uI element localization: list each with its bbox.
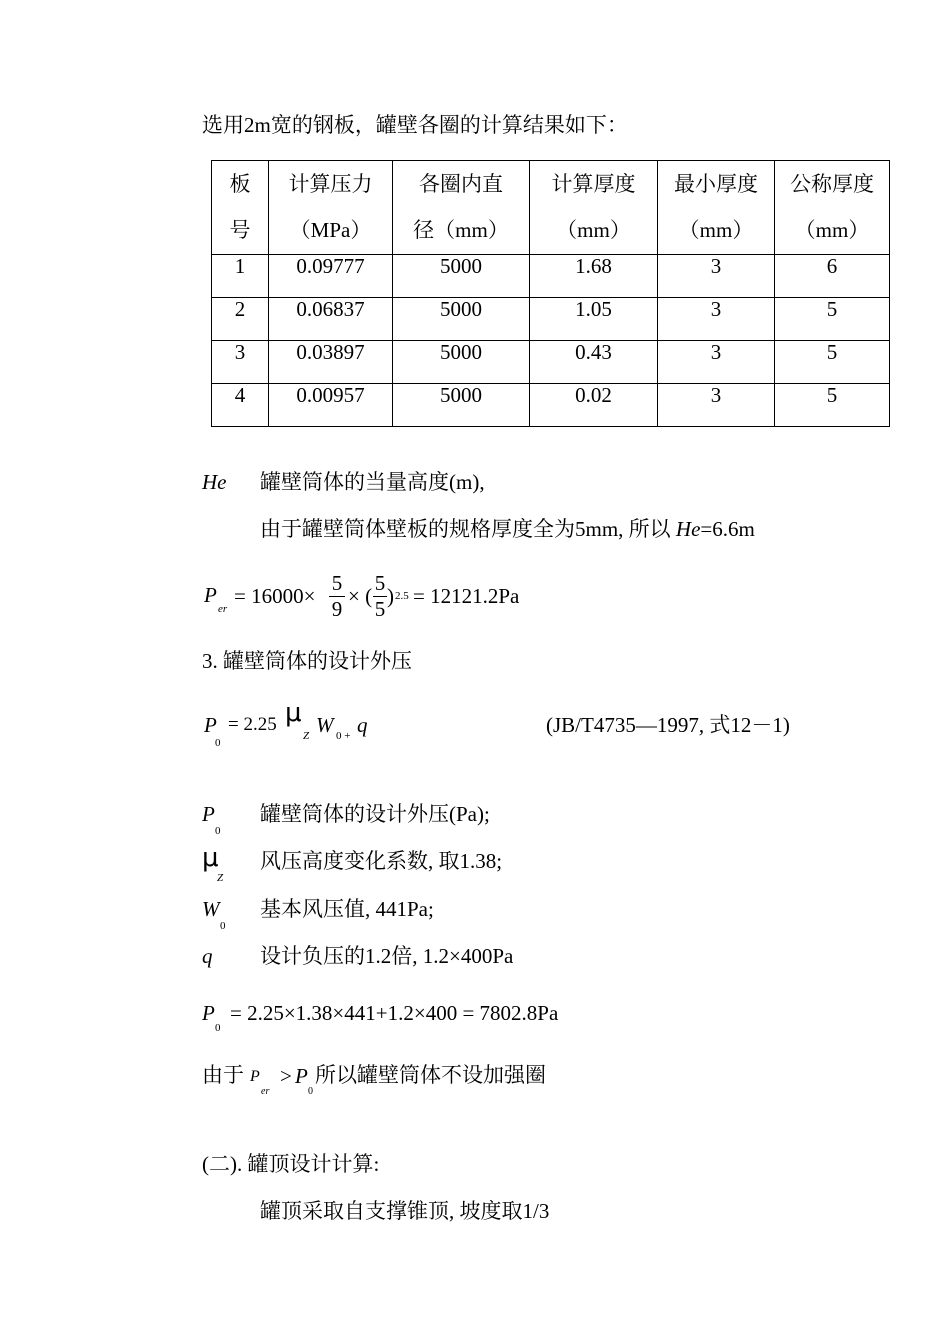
- he-note-symbol: He: [675, 517, 701, 541]
- section-2-heading: (二). 罐顶设计计算:: [202, 1152, 380, 1176]
- table-row: [212, 341, 890, 384]
- table-header-cell: 最小厚度 （mm）: [658, 161, 775, 255]
- per-subscript: er: [218, 603, 228, 615]
- def-mu-text: 风压高度变化系数, 取1.38;: [260, 849, 503, 873]
- per-fraction-2: 5 5: [374, 571, 386, 621]
- table-header-cell: 计算厚度 （mm）: [530, 161, 658, 255]
- table-cell: 4: [212, 384, 269, 427]
- per-fraction-1: 5 9: [329, 573, 345, 620]
- table-header-cell: 公称厚度 （mm）: [775, 161, 890, 255]
- table-cell: 6: [775, 255, 890, 298]
- q-symbol: q: [357, 713, 368, 737]
- table-row: [212, 255, 890, 298]
- table-cell: 5000: [393, 384, 530, 427]
- table-cell: 0.43: [530, 341, 658, 384]
- w0-symbol: W: [316, 713, 334, 737]
- conclusion-p0-symbol: P: [295, 1064, 308, 1088]
- conclusion-gt: >: [280, 1064, 292, 1088]
- table-cell: 5000: [393, 298, 530, 341]
- formula-reference: (JB/T4735—1997, 式12－1): [546, 713, 790, 737]
- mu-symbol: μ: [285, 698, 302, 728]
- per-lhs: = 16000×: [234, 584, 316, 608]
- p0-subscript: 0: [215, 737, 221, 749]
- calculation-table: [211, 160, 890, 427]
- table-cell: 3: [658, 298, 775, 341]
- mu-subscript: Z: [303, 730, 310, 742]
- p0-calc-result: = 2.25×1.38×441+1.2×400 = 7802.8Pa: [230, 1001, 559, 1025]
- table-cell: 0.06837: [269, 298, 393, 341]
- per-rhs: = 12121.2Pa: [413, 584, 520, 608]
- p0-calc-symbol: P: [202, 1001, 215, 1025]
- table-cell: 2: [212, 298, 269, 341]
- table-cell: 1.68: [530, 255, 658, 298]
- def-mu-subscript: Z: [217, 872, 224, 884]
- conclusion-p0-subscript: 0: [308, 1086, 313, 1097]
- table-cell: 0.00957: [269, 384, 393, 427]
- w0-subscript: 0 +: [336, 730, 351, 742]
- table-cell: 5000: [393, 341, 530, 384]
- table-cell: 5: [775, 384, 890, 427]
- def-w0-subscript: 0: [220, 920, 226, 932]
- per-times: × (: [348, 584, 373, 608]
- conclusion-per-subscript: er: [261, 1086, 270, 1097]
- conclusion-suffix: 所以罐壁筒体不设加强圈: [315, 1063, 546, 1087]
- def-p0-text: 罐壁筒体的设计外压(Pa);: [260, 802, 490, 826]
- roof-note: 罐顶采取自支撑锥顶, 坡度取1/3: [260, 1199, 550, 1223]
- table-header-cell: 各圈内直 径（mm）: [393, 161, 530, 255]
- table-cell: 3: [658, 341, 775, 384]
- def-p0-symbol: P: [202, 802, 215, 826]
- conclusion-prefix: 由于: [202, 1063, 244, 1087]
- def-w0-text: 基本风压值, 441Pa;: [260, 897, 434, 921]
- table-row: [212, 298, 890, 341]
- table-header-row: [212, 161, 890, 255]
- table-header-cell: 计算压力 （MPa）: [269, 161, 393, 255]
- per-exponent: 2.5: [395, 590, 409, 602]
- def-q-symbol: q: [202, 944, 213, 968]
- intro-text: 选用2m宽的钢板，罐壁各圈的计算结果如下：: [202, 113, 628, 137]
- table-cell: 1: [212, 255, 269, 298]
- p0-equals: = 2.25: [228, 714, 277, 735]
- table-cell: 0.02: [530, 384, 658, 427]
- table-cell: 5: [775, 341, 890, 384]
- table-cell: 0.09777: [269, 255, 393, 298]
- table-header-cell: 板 号: [212, 161, 269, 255]
- table-cell: 0.03897: [269, 341, 393, 384]
- def-q-text: 设计负压的1.2倍, 1.2×400Pa: [260, 944, 514, 968]
- table-cell: 5000: [393, 255, 530, 298]
- table-cell: 3: [658, 255, 775, 298]
- p0-symbol: P: [204, 713, 217, 737]
- table-row: [212, 384, 890, 427]
- table-cell: 1.05: [530, 298, 658, 341]
- table-cell: 5: [775, 298, 890, 341]
- p0-calc-subscript: 0: [215, 1022, 221, 1034]
- section-3-heading: 3. 罐壁筒体的设计外压: [202, 649, 412, 673]
- def-mu-symbol: μ: [202, 843, 219, 873]
- he-symbol: He: [202, 470, 227, 494]
- per-symbol: P: [204, 583, 217, 607]
- he-note: 由于罐壁筒体壁板的规格厚度全为5mm, 所以 He=6.6m: [260, 517, 755, 541]
- he-definition: 罐壁筒体的当量高度(m),: [260, 470, 485, 494]
- table-cell: 3: [212, 341, 269, 384]
- table-cell: 3: [658, 384, 775, 427]
- def-w0-symbol: W: [202, 897, 220, 921]
- conclusion-per-symbol: P: [250, 1068, 260, 1085]
- def-p0-subscript: 0: [215, 825, 221, 837]
- per-close-paren: ): [387, 584, 394, 608]
